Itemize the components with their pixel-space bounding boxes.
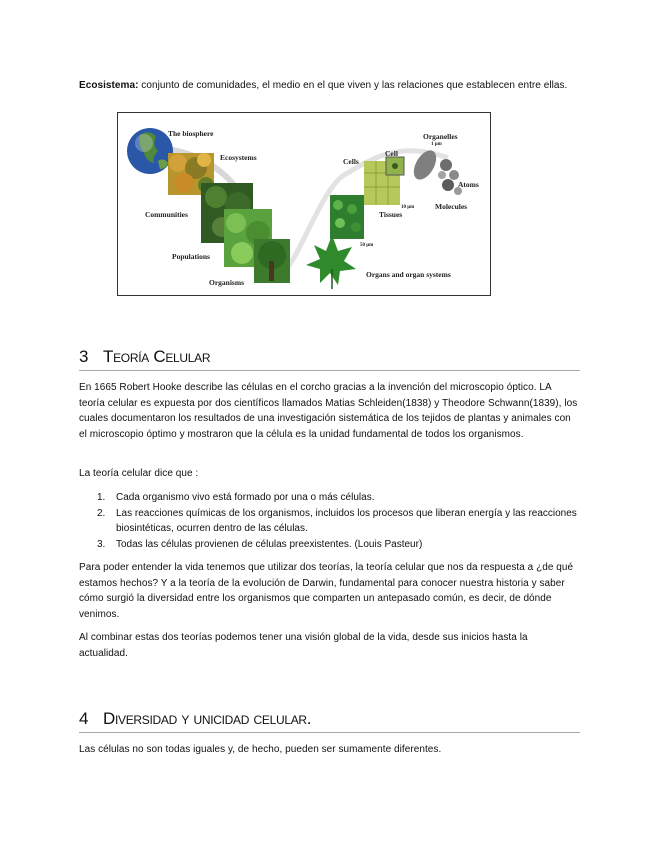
list-item-text: Cada organismo vivo está formado por una o más células.: [116, 492, 375, 503]
list-item-text: Todas las células provienen de células preexistentes. (Louis Pasteur): [116, 538, 423, 550]
list-item-number: 3.: [97, 538, 106, 550]
cell-theory-list: [79, 490, 579, 552]
section-4-title: Diversidad y unicidad celular.: [103, 709, 312, 728]
section-3-number: 3: [79, 347, 89, 366]
list-item-number: 1.: [97, 492, 106, 503]
earth-globe-icon: [127, 128, 173, 174]
maple-leaf-icon: [306, 235, 356, 289]
ecosystem-definition: [79, 78, 579, 94]
label-scale-50um: 50 µm: [360, 243, 374, 248]
section-4-number: 4: [79, 709, 89, 728]
section-3-heading: [79, 340, 580, 371]
label-communities: Communities: [145, 210, 188, 219]
label-scale-1um: 1 µm: [431, 142, 442, 147]
section-3-paragraph-2: Para poder entender la vida tenemos que utilizar dos teorías, la teoría celular que nos da respuesta a ¿de qué estamos hechos? Y a la teoría de la evolución de Darwin, fundamental para conocer nuestra historia y saber cómo surgió la diversidad entre los organismos que comparten un antepasado común, es decir, de dónde venimos.: [79, 562, 574, 620]
label-cell: Cell: [385, 149, 398, 158]
cell-image: [386, 157, 404, 175]
list-item-number: 2.: [97, 507, 106, 519]
section-3-paragraph-3: Al combinar estas dos teorías podemos tener una visión global de la vida, desde sus inicios hasta la actualidad.: [79, 632, 528, 659]
label-biosphere: The biosphere: [168, 129, 214, 138]
section-3-paragraph-1: En 1665 Robert Hooke describe las células en el corcho gracias a la invención del microscopio óptico. LA teoría celular es expuesta por dos científicos llamados Matias Schleiden(1838) y Theodore Schwann(1839), los cuales documentaron los resultados de una investigación sistemática de los tejidos de plantas y animales con el microscopio óptimo y mostraron que la célula es la unidad fundamental de todos los organismos.: [79, 382, 578, 440]
label-atoms: Atoms: [458, 180, 479, 189]
label-cells: Cells: [343, 157, 359, 166]
label-ecosystems: Ecosystems: [220, 153, 257, 162]
label-populations: Populations: [172, 252, 210, 261]
list-item: [79, 490, 579, 506]
label-molecules: Molecules: [435, 202, 468, 211]
ecosystem-term: Ecosistema:: [79, 80, 139, 91]
organism-image: [254, 239, 290, 283]
section-4-heading: [79, 702, 580, 733]
section-3-title: Teoría Celular: [103, 347, 211, 366]
levels-of-organization-figure: [117, 112, 491, 296]
label-scale-10um: 10 µm: [401, 205, 415, 210]
list-item-text: Las reacciones químicas de los organismos, incluidos los procesos que liberan energía y las reacciones biosintéticas, ocurren dentro de las células.: [116, 507, 577, 535]
section-3-intro: La teoría celular dice que :: [79, 468, 199, 479]
tissue-image: [330, 195, 364, 239]
molecule-icon: [438, 159, 462, 195]
label-organs: Organs and organ systems: [366, 270, 451, 279]
label-organisms: Organisms: [209, 278, 245, 287]
ecosystem-definition-text: conjunto de comunidades, el medio en el que viven y las relaciones que establecen entre ellas.: [138, 80, 568, 91]
label-tissues: Tissues: [379, 210, 403, 219]
section-4-paragraph-1: Las células no son todas iguales y, de hecho, pueden ser sumamente diferentes.: [79, 744, 442, 755]
list-item: [79, 506, 579, 537]
list-item: [79, 537, 579, 553]
label-organelles: Organelles: [423, 132, 458, 141]
